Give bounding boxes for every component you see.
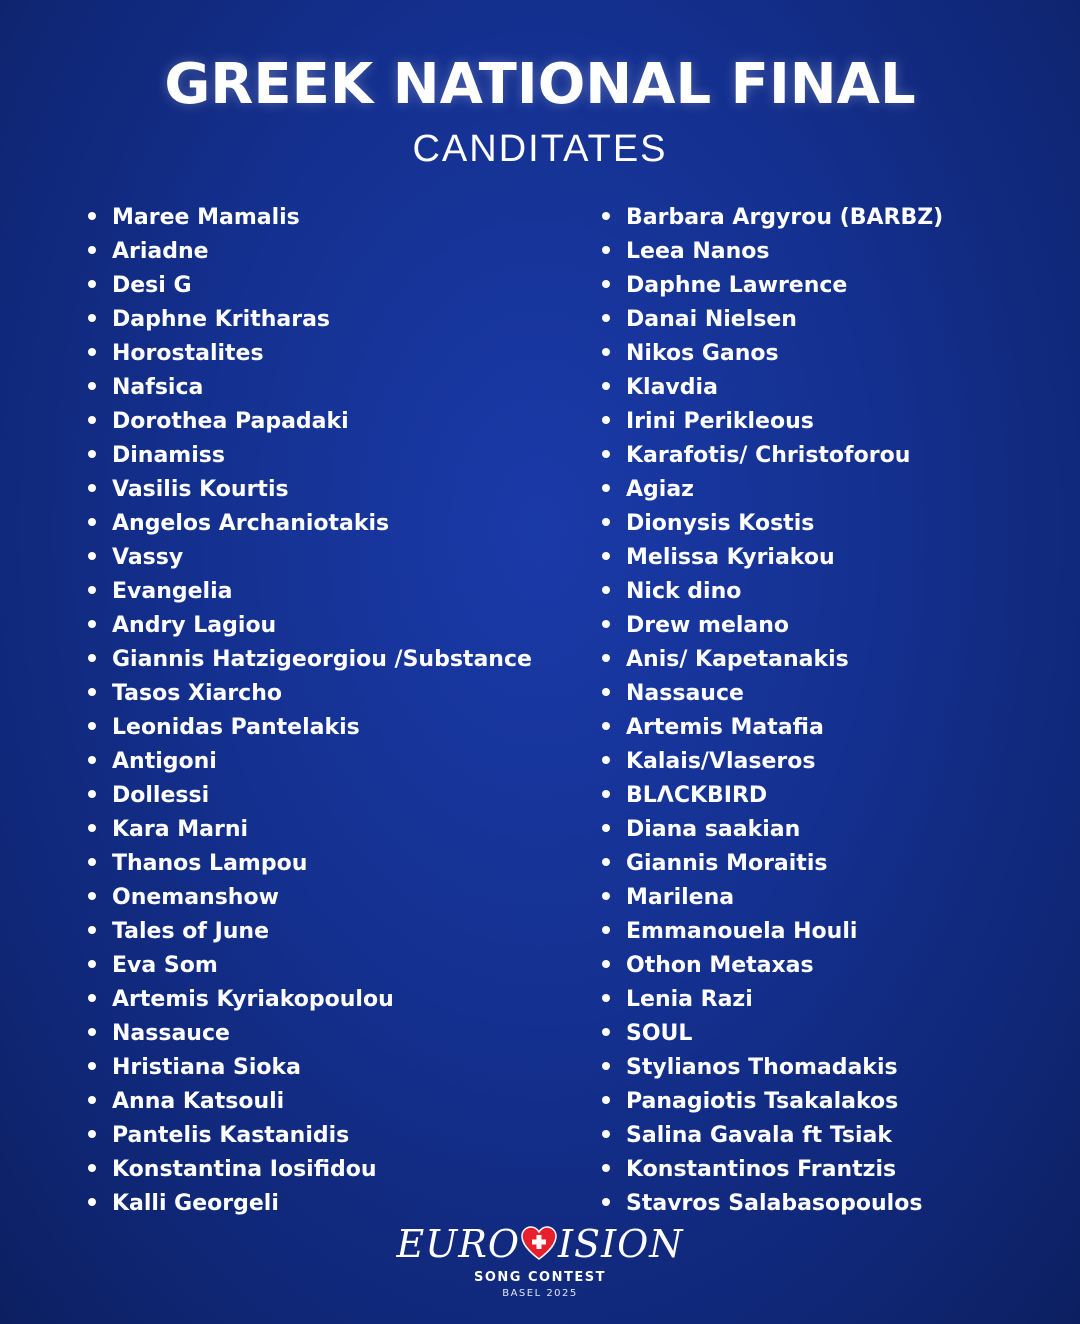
list-item <box>602 507 943 541</box>
list-item <box>88 677 532 711</box>
candidate-name: Artemis Kyriakopoulou <box>112 987 394 1012</box>
list-item <box>602 1153 943 1187</box>
bullet-icon <box>88 824 96 832</box>
list-item <box>602 643 943 677</box>
bullet-icon <box>602 1028 610 1036</box>
bullet-icon <box>602 654 610 662</box>
candidate-name: Nafsica <box>112 375 204 400</box>
bullet-icon <box>602 552 610 560</box>
list-item <box>602 745 943 779</box>
candidate-name: Konstantinos Frantzis <box>626 1157 897 1182</box>
candidate-name: Maree Mamalis <box>112 205 300 230</box>
bullet-icon <box>88 348 96 356</box>
list-item <box>88 575 532 609</box>
list-item <box>88 745 532 779</box>
candidate-name: Emmanouela Houli <box>626 919 858 944</box>
list-item <box>602 609 943 643</box>
bullet-icon <box>602 450 610 458</box>
list-item <box>602 269 943 303</box>
candidate-name: Thanos Lampou <box>112 851 308 876</box>
candidate-name: Othon Metaxas <box>626 953 814 978</box>
candidate-name: BLΛCKBIRD <box>626 783 768 808</box>
candidate-name: Nassauce <box>626 681 744 706</box>
list-item <box>602 949 943 983</box>
candidate-name: Anna Katsouli <box>112 1089 285 1114</box>
list-item <box>88 1085 532 1119</box>
bullet-icon <box>88 926 96 934</box>
bullet-icon <box>88 314 96 322</box>
candidate-name: Onemanshow <box>112 885 279 910</box>
bullet-icon <box>88 1130 96 1138</box>
bullet-icon <box>602 790 610 798</box>
bullet-icon <box>602 960 610 968</box>
candidate-name: Konstantina Iosifidou <box>112 1157 377 1182</box>
list-item <box>602 337 943 371</box>
candidate-name: Tasos Xiarcho <box>112 681 282 706</box>
bullet-icon <box>602 348 610 356</box>
logo-word-left: EURO <box>396 1222 521 1266</box>
bullet-icon <box>88 892 96 900</box>
candidate-name: Pantelis Kastanidis <box>112 1123 350 1148</box>
heart-swiss-flag-icon <box>521 1226 557 1262</box>
candidate-name: Daphne Lawrence <box>626 273 848 298</box>
list-item <box>88 507 532 541</box>
list-item <box>602 711 943 745</box>
list-item <box>602 813 943 847</box>
candidate-name: SOUL <box>626 1021 693 1046</box>
list-item <box>88 779 532 813</box>
list-item <box>602 473 943 507</box>
candidate-name: Stavros Salabasopoulos <box>626 1191 923 1216</box>
list-item <box>88 1187 532 1221</box>
list-item <box>88 371 532 405</box>
list-item <box>602 779 943 813</box>
list-item <box>88 1153 532 1187</box>
candidate-name: Dollessi <box>112 783 210 808</box>
bullet-icon <box>602 892 610 900</box>
bullet-icon <box>88 1062 96 1070</box>
list-item <box>602 983 943 1017</box>
candidate-name: Klavdia <box>626 375 718 400</box>
candidate-name: Eva Som <box>112 953 218 978</box>
bullet-icon <box>602 246 610 254</box>
candidate-name: Horostalites <box>112 341 264 366</box>
bullet-icon <box>602 824 610 832</box>
bullet-icon <box>88 960 96 968</box>
bullet-icon <box>88 1028 96 1036</box>
candidate-name: Antigoni <box>112 749 217 774</box>
list-item <box>88 201 532 235</box>
candidate-name: Dinamiss <box>112 443 225 468</box>
logo-word-right: ISION <box>558 1222 684 1266</box>
candidate-name: Kalli Georgeli <box>112 1191 279 1216</box>
list-item <box>602 439 943 473</box>
list-item <box>88 439 532 473</box>
candidate-name: Kara Marni <box>112 817 249 842</box>
candidate-name: Leonidas Pantelakis <box>112 715 360 740</box>
list-item <box>88 949 532 983</box>
candidate-name: Andry Lagiou <box>112 613 277 638</box>
bullet-icon <box>88 722 96 730</box>
bullet-icon <box>88 280 96 288</box>
list-item <box>88 303 532 337</box>
list-item <box>88 643 532 677</box>
list-item <box>602 915 943 949</box>
list-item <box>88 473 532 507</box>
bullet-icon <box>88 518 96 526</box>
bullet-icon <box>88 858 96 866</box>
candidate-name: Kalais/Vlaseros <box>626 749 816 774</box>
bullet-icon <box>602 688 610 696</box>
candidate-name: Evangelia <box>112 579 233 604</box>
candidate-list-right <box>602 201 943 1221</box>
bullet-icon <box>88 994 96 1002</box>
logo-wordmark <box>397 1218 684 1270</box>
candidate-name: Barbara Argyrou (BARBZ) <box>626 205 944 230</box>
list-item <box>88 983 532 1017</box>
candidate-name: Karafotis/ Christoforou <box>626 443 911 468</box>
bullet-icon <box>602 518 610 526</box>
bullet-icon <box>602 994 610 1002</box>
bullet-icon <box>602 620 610 628</box>
bullet-icon <box>602 858 610 866</box>
list-item <box>602 201 943 235</box>
candidate-name: Anis/ Kapetanakis <box>626 647 849 672</box>
candidate-name: Angelos Archaniotakis <box>112 511 390 536</box>
bullet-icon <box>88 450 96 458</box>
candidate-name: Drew melano <box>626 613 790 638</box>
logo-host-city: BASEL 2025 <box>502 1288 578 1299</box>
bullet-icon <box>602 382 610 390</box>
bullet-icon <box>88 756 96 764</box>
candidate-name: Desi G <box>112 273 192 298</box>
candidate-name: Leea Nanos <box>626 239 770 264</box>
candidate-name: Stylianos Thomadakis <box>626 1055 898 1080</box>
bullet-icon <box>602 1198 610 1206</box>
list-item <box>602 1017 943 1051</box>
bullet-icon <box>602 280 610 288</box>
bullet-icon <box>88 620 96 628</box>
candidate-name: Melissa Kyriakou <box>626 545 835 570</box>
list-item <box>602 847 943 881</box>
list-item <box>602 405 943 439</box>
logo-song-contest: SONG CONTEST <box>474 1270 606 1285</box>
candidate-name: Nick dino <box>626 579 742 604</box>
candidate-name: Panagiotis Tsakalakos <box>626 1089 899 1114</box>
list-item <box>88 711 532 745</box>
list-item <box>602 677 943 711</box>
list-item <box>88 337 532 371</box>
bullet-icon <box>88 484 96 492</box>
candidate-name: Dionysis Kostis <box>626 511 815 536</box>
list-item <box>88 269 532 303</box>
page-title: GREEK NATIONAL FINAL <box>164 52 916 117</box>
bullet-icon <box>88 552 96 560</box>
list-item <box>602 371 943 405</box>
list-item <box>88 1051 532 1085</box>
candidate-name: Marilena <box>626 885 735 910</box>
bullet-icon <box>602 314 610 322</box>
list-item <box>88 541 532 575</box>
list-item <box>88 1017 532 1051</box>
bullet-icon <box>602 484 610 492</box>
candidate-name: Diana saakian <box>626 817 801 842</box>
candidate-name: Ariadne <box>112 239 209 264</box>
candidate-name: Hristiana Sioka <box>112 1055 301 1080</box>
bullet-icon <box>602 586 610 594</box>
list-item <box>88 405 532 439</box>
list-item <box>602 1119 943 1153</box>
list-item <box>602 235 943 269</box>
candidate-name: Artemis Matafia <box>626 715 824 740</box>
bullet-icon <box>602 722 610 730</box>
bullet-icon <box>88 654 96 662</box>
list-item <box>88 881 532 915</box>
candidate-name: Giannis Hatzigeorgiou /Substance <box>112 647 532 672</box>
candidate-name: Agiaz <box>626 477 694 502</box>
bullet-icon <box>88 416 96 424</box>
candidate-name: Vassy <box>112 545 184 570</box>
bullet-icon <box>88 1164 96 1172</box>
bullet-icon <box>602 926 610 934</box>
candidate-name: Nassauce <box>112 1021 230 1046</box>
bullet-icon <box>88 1096 96 1104</box>
bullet-icon <box>88 246 96 254</box>
bullet-icon <box>602 1164 610 1172</box>
list-item <box>602 1085 943 1119</box>
list-item <box>88 847 532 881</box>
bullet-icon <box>88 790 96 798</box>
list-item <box>88 813 532 847</box>
list-item <box>88 1119 532 1153</box>
candidate-name: Tales of June <box>112 919 270 944</box>
bullet-icon <box>602 416 610 424</box>
candidate-name: Giannis Moraitis <box>626 851 828 876</box>
bullet-icon <box>88 382 96 390</box>
candidate-name: Dorothea Papadaki <box>112 409 349 434</box>
candidate-name: Nikos Ganos <box>626 341 779 366</box>
candidate-name: Salina Gavala ft Tsiak <box>626 1123 893 1148</box>
list-item <box>88 235 532 269</box>
eurovision-logo <box>0 1218 1080 1299</box>
candidate-name: Lenia Razi <box>626 987 753 1012</box>
bullet-icon <box>602 1062 610 1070</box>
bullet-icon <box>88 688 96 696</box>
page-subtitle: CANDITATES <box>412 128 668 170</box>
candidate-name: Danai Nielsen <box>626 307 797 332</box>
candidate-name: Daphne Kritharas <box>112 307 331 332</box>
bullet-icon <box>88 1198 96 1206</box>
list-item <box>602 1051 943 1085</box>
bullet-icon <box>602 1130 610 1138</box>
list-item <box>602 575 943 609</box>
candidate-name: Vasilis Kourtis <box>112 477 289 502</box>
bullet-icon <box>602 756 610 764</box>
bullet-icon <box>602 212 610 220</box>
list-item <box>88 609 532 643</box>
list-item <box>88 915 532 949</box>
list-item <box>602 541 943 575</box>
list-item <box>602 881 943 915</box>
candidate-list-left <box>88 201 532 1221</box>
bullet-icon <box>88 586 96 594</box>
list-item <box>602 303 943 337</box>
list-item <box>602 1187 943 1221</box>
candidate-name: Irini Perikleous <box>626 409 814 434</box>
bullet-icon <box>602 1096 610 1104</box>
bullet-icon <box>88 212 96 220</box>
